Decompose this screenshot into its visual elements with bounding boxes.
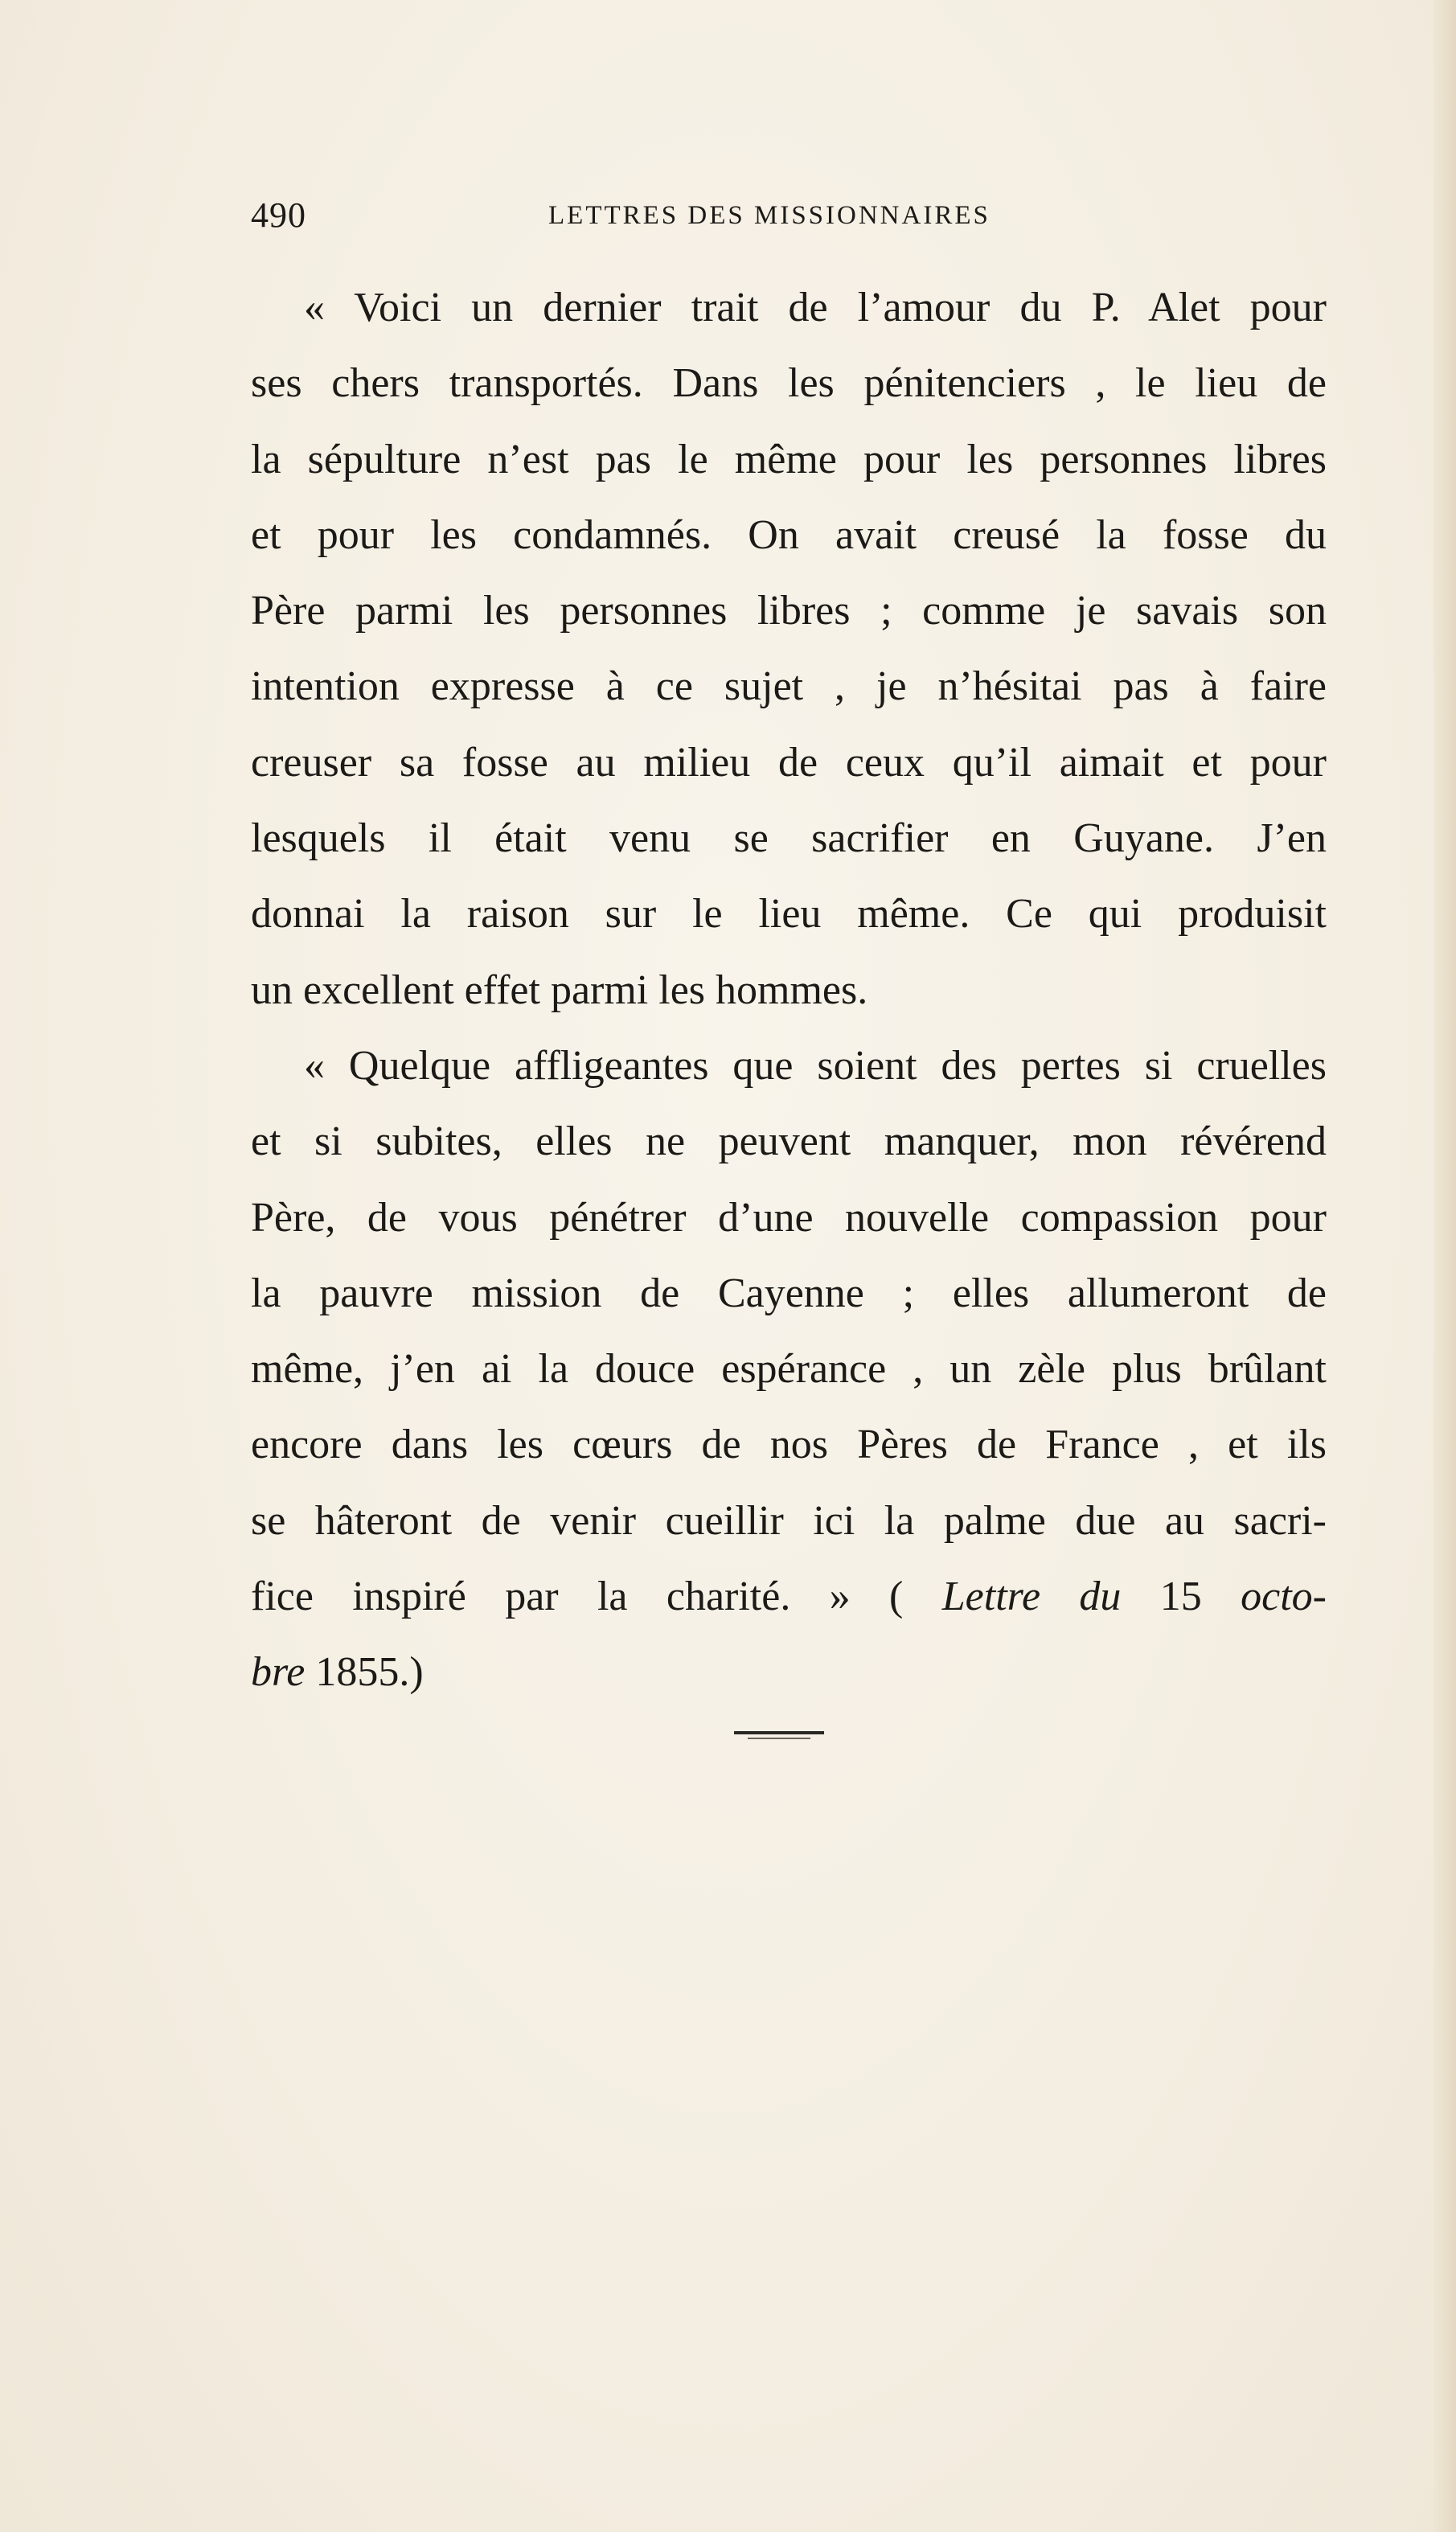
text-line: se hâteront de venir cueillir ici la palme due au sacri- <box>251 1497 1327 1544</box>
text-line-citation <box>251 1559 1327 1635</box>
text-line: Père, de vous pénétrer d’une nouvelle compassion pour <box>251 1194 1327 1241</box>
body-text <box>251 270 1327 1711</box>
section-divider-underline <box>748 1738 810 1739</box>
text-line: creuser sa fosse au milieu de ceux qu’il aimait et pour <box>251 739 1327 786</box>
running-head: LETTRES DES MISSIONNAIRES <box>548 201 990 230</box>
text-line: et si subites, elles ne peuvent manquer, mon révérend <box>251 1118 1327 1165</box>
page-header <box>251 191 1320 240</box>
section-divider <box>734 1731 824 1734</box>
text-line: encore dans les cœurs de nos Pères de France , et ils <box>251 1422 1327 1468</box>
citation-month-start: octo- <box>1241 1574 1327 1620</box>
text-line: lesquels il était venu se sacrifier en Guyane. J’en <box>251 815 1327 862</box>
text-line: intention expresse à ce sujet , je n’hésitai pas à faire <box>251 663 1327 710</box>
text-line: la sépulture n’est pas le même pour les personnes libres <box>251 436 1327 482</box>
text-line: Père parmi les personnes libres ; comme je savais son <box>251 588 1327 634</box>
citation-day: 15 <box>1159 1574 1202 1620</box>
text-line: la pauvre mission de Cayenne ; elles allumeront de <box>251 1270 1327 1316</box>
page-edge-shadow <box>1433 0 1456 2532</box>
text-line-citation-end <box>251 1635 1327 1710</box>
citation-title: Lettre du <box>941 1574 1122 1620</box>
text-line: « Quelque affligeantes que soient des pertes si cruelles <box>304 1042 1327 1089</box>
citation-lead: fice inspiré par la charité. » ( <box>251 1574 904 1620</box>
page-number: 490 <box>251 195 306 235</box>
text-line: ses chers transportés. Dans les pénitenciers , le lieu de <box>251 360 1327 407</box>
citation-month-end: bre <box>251 1649 306 1696</box>
citation-year: 1855.) <box>315 1649 424 1696</box>
text-line: donnai la raison sur le lieu même. Ce qui produisit <box>251 891 1327 938</box>
text-line: un excellent effet parmi les hommes. <box>251 966 868 1013</box>
text-line: même, j’en ai la douce espérance , un zèle plus brûlant <box>251 1346 1327 1393</box>
text-line: « Voici un dernier trait de l’amour du P. Alet pour <box>304 285 1327 330</box>
text-line: et pour les condamnés. On avait creusé la fosse du <box>251 511 1327 558</box>
